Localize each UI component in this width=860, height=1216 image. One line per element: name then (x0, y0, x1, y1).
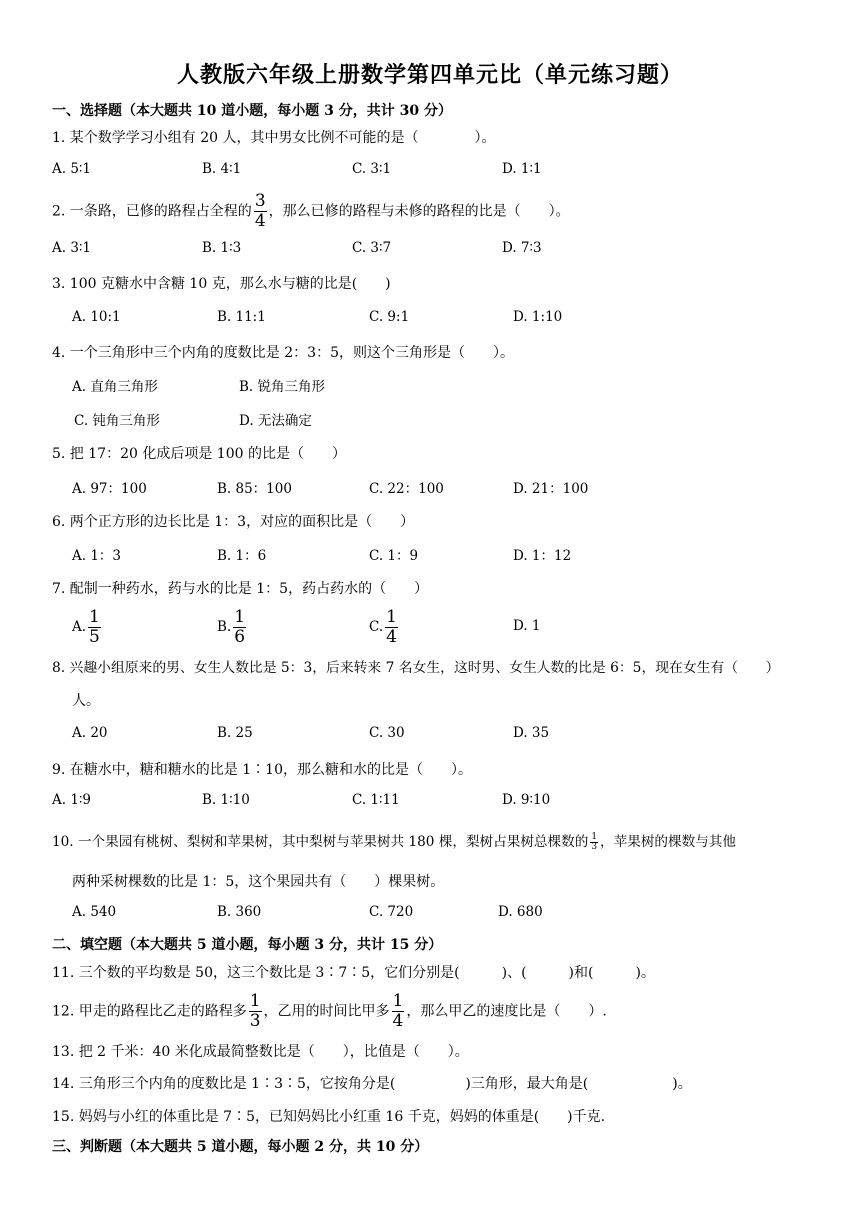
option-c: C. 3∶7 (352, 240, 392, 256)
question-9: 9. 在糖水中，糖和糖水的比是 1∶10，那么糖和水的比是（ ）。 (52, 762, 472, 778)
option-c: C. 1：9 (369, 548, 419, 564)
fraction (392, 992, 405, 1031)
question-4: 4. 一个三角形中三个内角的度数比是 2：3：5，则这个三角形是（ ）。 (52, 345, 514, 361)
question-8-continuation: 人。 (72, 693, 100, 709)
fraction (88, 608, 101, 647)
question-14: 14. 三角形三个内角的度数比是 1∶3∶5，它按角分是( )三角形，最大角是( )。 (52, 1076, 692, 1092)
option-c: C. 720 (369, 904, 414, 920)
fraction-numerator: 1 (386, 607, 397, 627)
option-b: B. 25 (217, 725, 253, 741)
fraction (590, 833, 598, 852)
option-c: C. 钝角三角形 (74, 413, 160, 429)
page-title: 人教版六年级上册数学第四单元比（单元练习题） (176, 62, 683, 88)
option-a: A. 540 (72, 904, 117, 920)
option-c: C. 1∶11 (352, 792, 400, 808)
fraction-numerator: 1 (591, 832, 598, 842)
fraction-numerator: 1 (234, 607, 246, 627)
question-12 (52, 992, 607, 1031)
option-a: A. 97：100 (72, 481, 147, 497)
fraction (249, 992, 262, 1031)
fraction-denominator: 3 (249, 1011, 261, 1031)
question-10-text-post: ，苹果树的棵数与其他 (600, 834, 736, 850)
option-a: A. 1∶9 (52, 792, 92, 808)
option-b: B. 1：6 (217, 548, 267, 564)
fraction-numerator: 1 (89, 607, 100, 627)
fraction (385, 608, 398, 647)
option-b: B. 1∶3 (202, 240, 242, 256)
option-b: B. 4∶1 (202, 161, 242, 177)
option-b: B. 1∶10 (202, 792, 250, 808)
option-a: A. 5∶1 (52, 161, 92, 177)
option-d: D. 21：100 (513, 481, 589, 497)
fraction-denominator: 4 (392, 1011, 404, 1031)
question-13: 13. 把 2 千米：40 米化成最简整数比是（ ），比值是（ ）。 (52, 1044, 469, 1060)
option-a: A. 3∶1 (52, 240, 92, 256)
option-c: C. 30 (369, 725, 405, 741)
option-a: A. 20 (72, 725, 108, 741)
option-b: B. 85：100 (217, 481, 292, 497)
option-d: D. 9∶10 (502, 792, 551, 808)
option-b (217, 608, 248, 647)
question-6: 6. 两个正方形的边长比是 1：3，对应的面积比是（ ） (52, 514, 415, 530)
section-choice-heading: 一、选择题（本大题共 10 道小题，每小题 3 分，共计 30 分） (52, 103, 452, 119)
question-10 (52, 830, 736, 852)
fraction-numerator: 3 (254, 191, 266, 211)
option-a: A. 直角三角形 (72, 379, 158, 395)
fraction-denominator: 4 (386, 627, 397, 647)
option-a: A. 1：3 (72, 548, 122, 564)
option-d: D. 无法确定 (239, 413, 312, 429)
question-12-text-mid: ，乙用的时间比甲多 (263, 1003, 390, 1020)
question-7: 7. 配制一种药水，药与水的比是 1：5，药占药水的（ ） (52, 581, 429, 597)
option-b: B. 11:1 (217, 309, 266, 325)
question-12-text-post: ，那么甲乙的速度比是（ ）. (406, 1003, 607, 1020)
question-2 (52, 192, 570, 231)
option-d: D. 1 (513, 618, 541, 634)
question-10-continuation: 两种采树棵数的比是 1：5，这个果园共有（ ）棵果树。 (72, 874, 445, 890)
question-11: 11. 三个数的平均数是 50，这三个数比是 3∶7∶5，它们分别是( )、( )和( )。 (52, 965, 655, 981)
option-b: B. 360 (217, 904, 262, 920)
section-fill-heading: 二、填空题（本大题共 5 道小题，每小题 3 分，共计 15 分） (52, 937, 443, 953)
question-3: 3. 100 克糖水中含糖 10 克，那么水与糖的比是( ) (52, 276, 391, 292)
fraction-denominator: 3 (591, 842, 598, 852)
option-c: C. 9:1 (369, 309, 410, 325)
question-12-text-pre: 12. 甲走的路程比乙走的路程多 (52, 1003, 247, 1020)
option-b: B. 锐角三角形 (239, 379, 326, 395)
question-8: 8. 兴趣小组原来的男、女生人数比是 5：3，后来转来 7 名女生，这时男、女生人数的比是 6：5，现在女生有（ ） (52, 660, 780, 676)
option-d: D. 1:10 (513, 309, 563, 325)
option-a: A. 10:1 (72, 309, 121, 325)
question-15: 15. 妈妈与小红的体重比是 7∶5，已知妈妈比小红重 16 千克，妈妈的体重是( )千克. (52, 1109, 606, 1125)
option-d: D. 1∶1 (502, 161, 542, 177)
section-judge-heading: 三、判断题（本大题共 5 道小题，每小题 2 分，共 10 分） (52, 1139, 429, 1155)
question-5: 5. 把 17：20 化成后项是 100 的比是（ ） (52, 446, 346, 462)
question-1: 1. 某个数学学习小组有 20 人，其中男女比例不可能的是（ ）。 (52, 130, 496, 146)
fraction (254, 192, 267, 231)
option-a-label: A. (72, 619, 87, 635)
option-d: D. 7∶3 (502, 240, 542, 256)
option-a (72, 608, 103, 647)
fraction-denominator: 6 (234, 627, 246, 647)
fraction-denominator: 4 (254, 211, 266, 231)
option-c (369, 608, 400, 647)
option-d: D. 680 (498, 904, 543, 920)
fraction-numerator: 1 (249, 991, 261, 1011)
option-c: C. 22：100 (369, 481, 444, 497)
option-b-label: B. (217, 619, 232, 635)
question-2-text-post: ，那么已修的路程与未修的路程的比是（ ）。 (268, 203, 570, 220)
option-c: C. 3∶1 (352, 161, 392, 177)
option-c-label: C. (369, 619, 384, 635)
fraction-denominator: 5 (89, 627, 100, 647)
fraction (233, 608, 246, 647)
question-10-text-pre: 10. 一个果园有桃树、梨树和苹果树，其中梨树与苹果树共 180 棵，梨树占果树总棵数的 (52, 834, 589, 850)
fraction-numerator: 1 (392, 991, 404, 1011)
option-d: D. 1：12 (513, 548, 572, 564)
option-d: D. 35 (513, 725, 550, 741)
question-2-text-pre: 2. 一条路，已修的路程占全程的 (52, 203, 252, 220)
